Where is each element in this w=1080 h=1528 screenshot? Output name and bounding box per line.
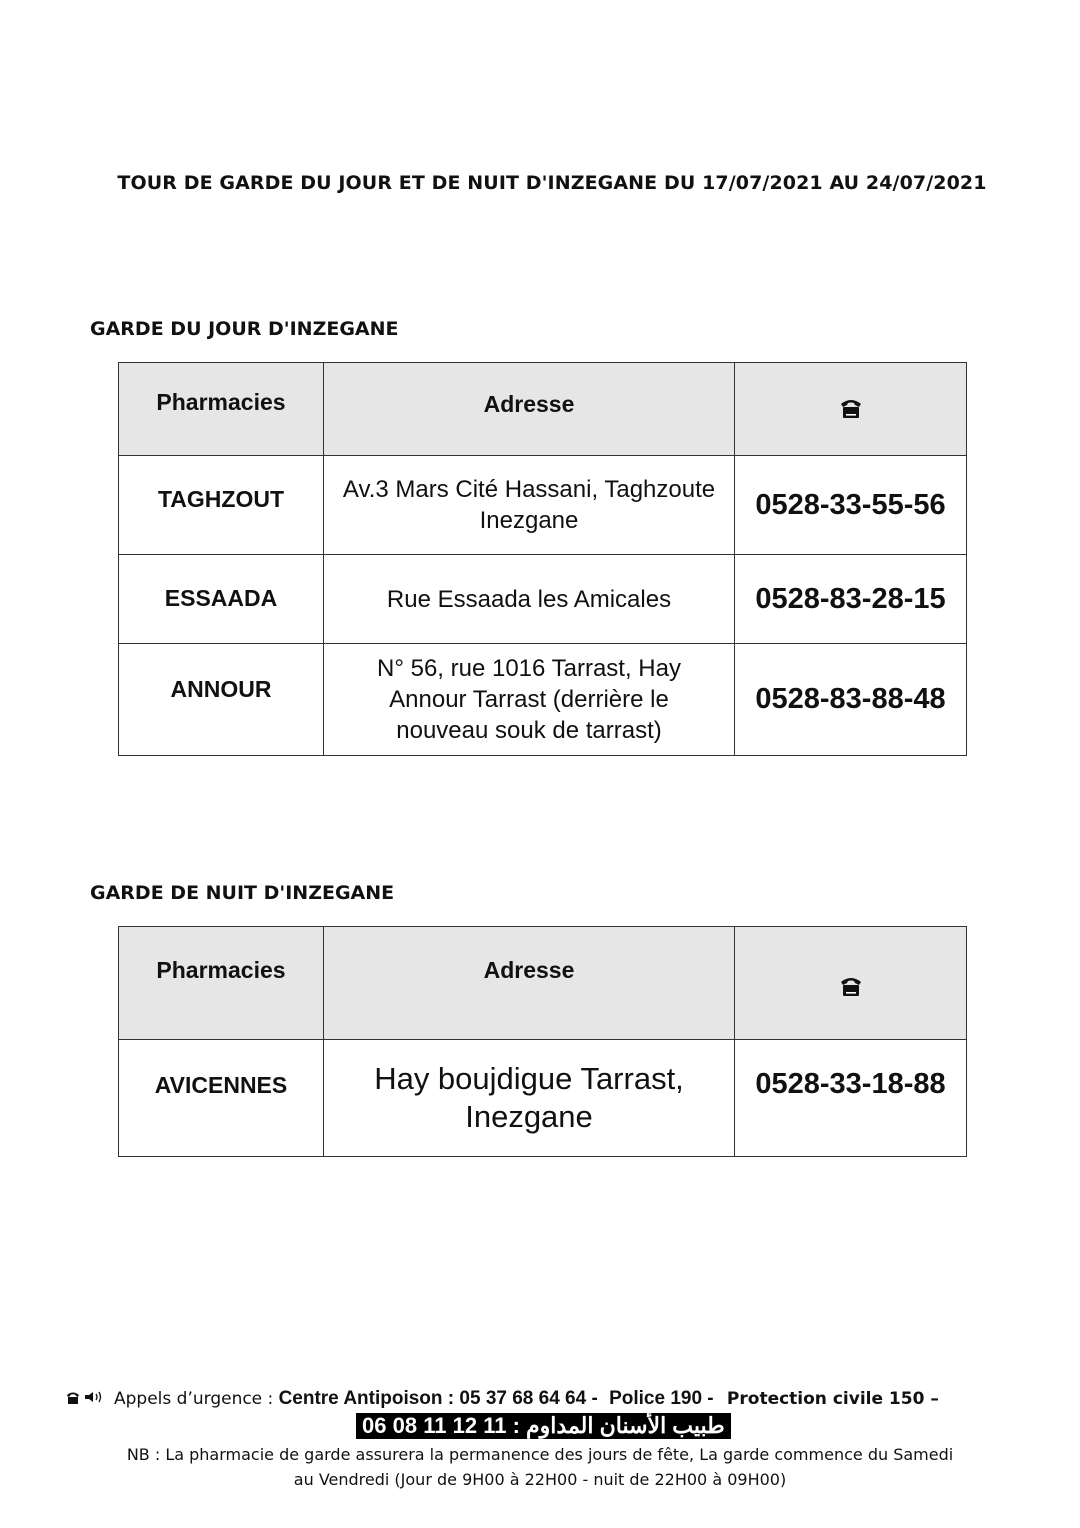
pharmacy-phone: 0528-33-18-88 [735, 1040, 967, 1157]
pharmacy-address: Rue Essaada les Amicales [324, 555, 735, 644]
police-number: Police 190 - [609, 1388, 714, 1409]
emergency-label: Appels d’urgence : [114, 1389, 274, 1409]
pharmacy-name: TAGHZOUT [119, 456, 324, 555]
header-pharmacies: Pharmacies [119, 927, 324, 1040]
note-line-1: NB : La pharmacie de garde assurera la permanence des jours de fête, La garde commence du Samedi [126, 1445, 954, 1464]
day-section-heading: GARDE DU JOUR D'INZEGANE [90, 318, 399, 340]
table-header-row [119, 927, 967, 1040]
night-section-heading: GARDE DE NUIT D'INZEGANE [90, 882, 395, 904]
table-header-row [119, 363, 967, 456]
pharmacy-name: AVICENNES [119, 1040, 324, 1157]
pharmacy-phone: 0528-33-55-56 [735, 456, 967, 555]
phone-speaker-icon [66, 1389, 106, 1405]
table-row [119, 555, 967, 644]
header-adresse: Adresse [324, 927, 735, 1040]
pharmacy-name: ESSAADA [119, 555, 324, 644]
pharmacy-address: Hay boujdigue Tarrast, Inezgane [324, 1040, 735, 1157]
pharmacy-address: Av.3 Mars Cité Hassani, Taghzoute Inezgane [324, 456, 735, 555]
pharmacy-name: ANNOUR [119, 644, 324, 756]
note-line-2: au Vendredi (Jour de 9H00 à 22H00 - nuit de 22H00 à 09H00) [293, 1470, 787, 1489]
emergency-calls-line [66, 1388, 939, 1410]
table-row [119, 456, 967, 555]
protection-civile-number: Protection civile 150 – [726, 1389, 939, 1409]
telephone-icon [838, 395, 864, 421]
dentist-on-duty-banner: طبيب الأسنان المداوم : 11 12 11 08 06 [356, 1413, 731, 1439]
header-pharmacies: Pharmacies [119, 363, 324, 456]
night-pharmacy-table [118, 926, 967, 1157]
header-phone [735, 363, 967, 456]
note [100, 1442, 980, 1492]
day-pharmacy-table [118, 362, 967, 756]
pharmacy-address: N° 56, rue 1016 Tarrast, Hay Annour Tarrast (derrière le nouveau souk de tarrast) [324, 644, 735, 756]
page-title: TOUR DE GARDE DU JOUR ET DE NUIT D'INZEGANE DU 17/07/2021 AU 24/07/2021 [117, 172, 987, 194]
antipoison-number: Centre Antipoison : 05 37 68 64 64 - [278, 1388, 598, 1409]
table-row [119, 644, 967, 756]
telephone-icon [838, 973, 864, 999]
pharmacy-phone: 0528-83-88-48 [735, 644, 967, 756]
table-row [119, 1040, 967, 1157]
header-adresse: Adresse [324, 363, 735, 456]
pharmacy-phone: 0528-83-28-15 [735, 555, 967, 644]
header-phone [735, 927, 967, 1040]
